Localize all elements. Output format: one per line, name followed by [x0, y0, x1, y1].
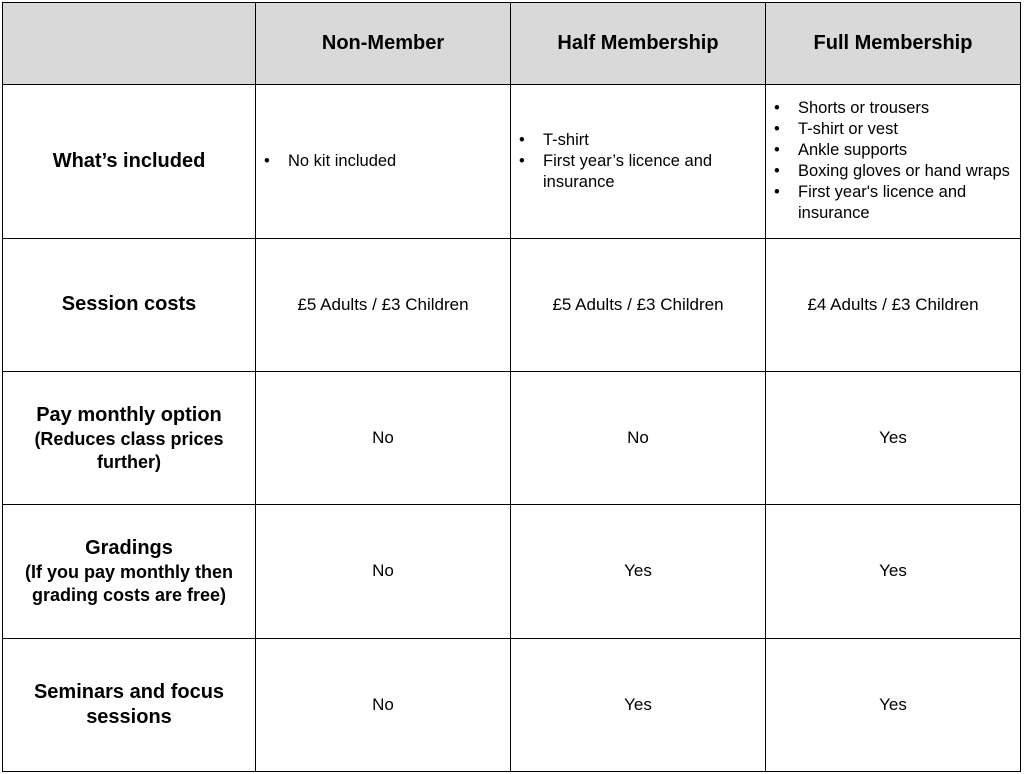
row-label-text: Pay monthly option: [36, 403, 222, 426]
cell-gradings-half-membership: Yes: [511, 505, 766, 638]
list-item: • First year’s licence and insurance: [511, 151, 765, 193]
cell-included-full-membership: [766, 85, 1021, 238]
header-corner-cell: [3, 3, 256, 85]
table-row-included: [3, 85, 1021, 238]
list-item: • T-shirt: [511, 130, 765, 151]
table-row-gradings: [3, 505, 1021, 638]
header-row: [3, 3, 1021, 85]
bullet-list: [766, 98, 1020, 224]
row-label-seminars: [3, 638, 256, 771]
table-row-session-costs: [3, 238, 1021, 371]
row-label-text: Seminars and focus sessions: [33, 680, 225, 728]
cell-gradings-full-membership: Yes: [766, 505, 1021, 638]
row-label-text: Session costs: [61, 293, 197, 316]
row-sublabel-text: (If you pay monthly then grading costs are free): [24, 561, 233, 605]
row-label-included: [3, 85, 256, 238]
row-label-text: Gradings: [85, 536, 173, 559]
bullet-list: [256, 151, 510, 172]
header-half-membership: Half Membership: [511, 3, 766, 85]
cell-seminars-half-membership: Yes: [511, 638, 766, 771]
cell-included-non-member: [256, 85, 511, 238]
list-item: • No kit included: [256, 151, 510, 172]
list-item: • First year's licence and insurance: [766, 182, 1020, 224]
cell-session-half-membership: £5 Adults / £3 Children: [511, 238, 766, 371]
cell-session-non-member: £5 Adults / £3 Children: [256, 238, 511, 371]
cell-monthly-half-membership: No: [511, 371, 766, 504]
list-item: • Ankle supports: [766, 140, 1020, 161]
list-item: • Boxing gloves or hand wraps: [766, 161, 1020, 182]
cell-included-half-membership: [511, 85, 766, 238]
list-item: • T-shirt or vest: [766, 119, 1020, 140]
header-full-membership: Full Membership: [766, 3, 1021, 85]
cell-monthly-full-membership: Yes: [766, 371, 1021, 504]
row-label-text: What’s included: [52, 149, 206, 172]
table-row-seminars: [3, 638, 1021, 771]
cell-session-full-membership: £4 Adults / £3 Children: [766, 238, 1021, 371]
row-label-session-costs: [3, 238, 256, 371]
table-row-pay-monthly: [3, 371, 1021, 504]
cell-monthly-non-member: No: [256, 371, 511, 504]
bullet-list: [511, 130, 765, 193]
list-item: • Shorts or trousers: [766, 98, 1020, 119]
header-non-member: Non-Member: [256, 3, 511, 85]
row-sublabel-text: (Reduces class prices further): [34, 428, 224, 472]
row-label-gradings: [3, 505, 256, 638]
cell-seminars-full-membership: Yes: [766, 638, 1021, 771]
membership-comparison-table: [2, 2, 1021, 772]
cell-gradings-non-member: No: [256, 505, 511, 638]
row-label-pay-monthly: [3, 371, 256, 504]
cell-seminars-non-member: No: [256, 638, 511, 771]
